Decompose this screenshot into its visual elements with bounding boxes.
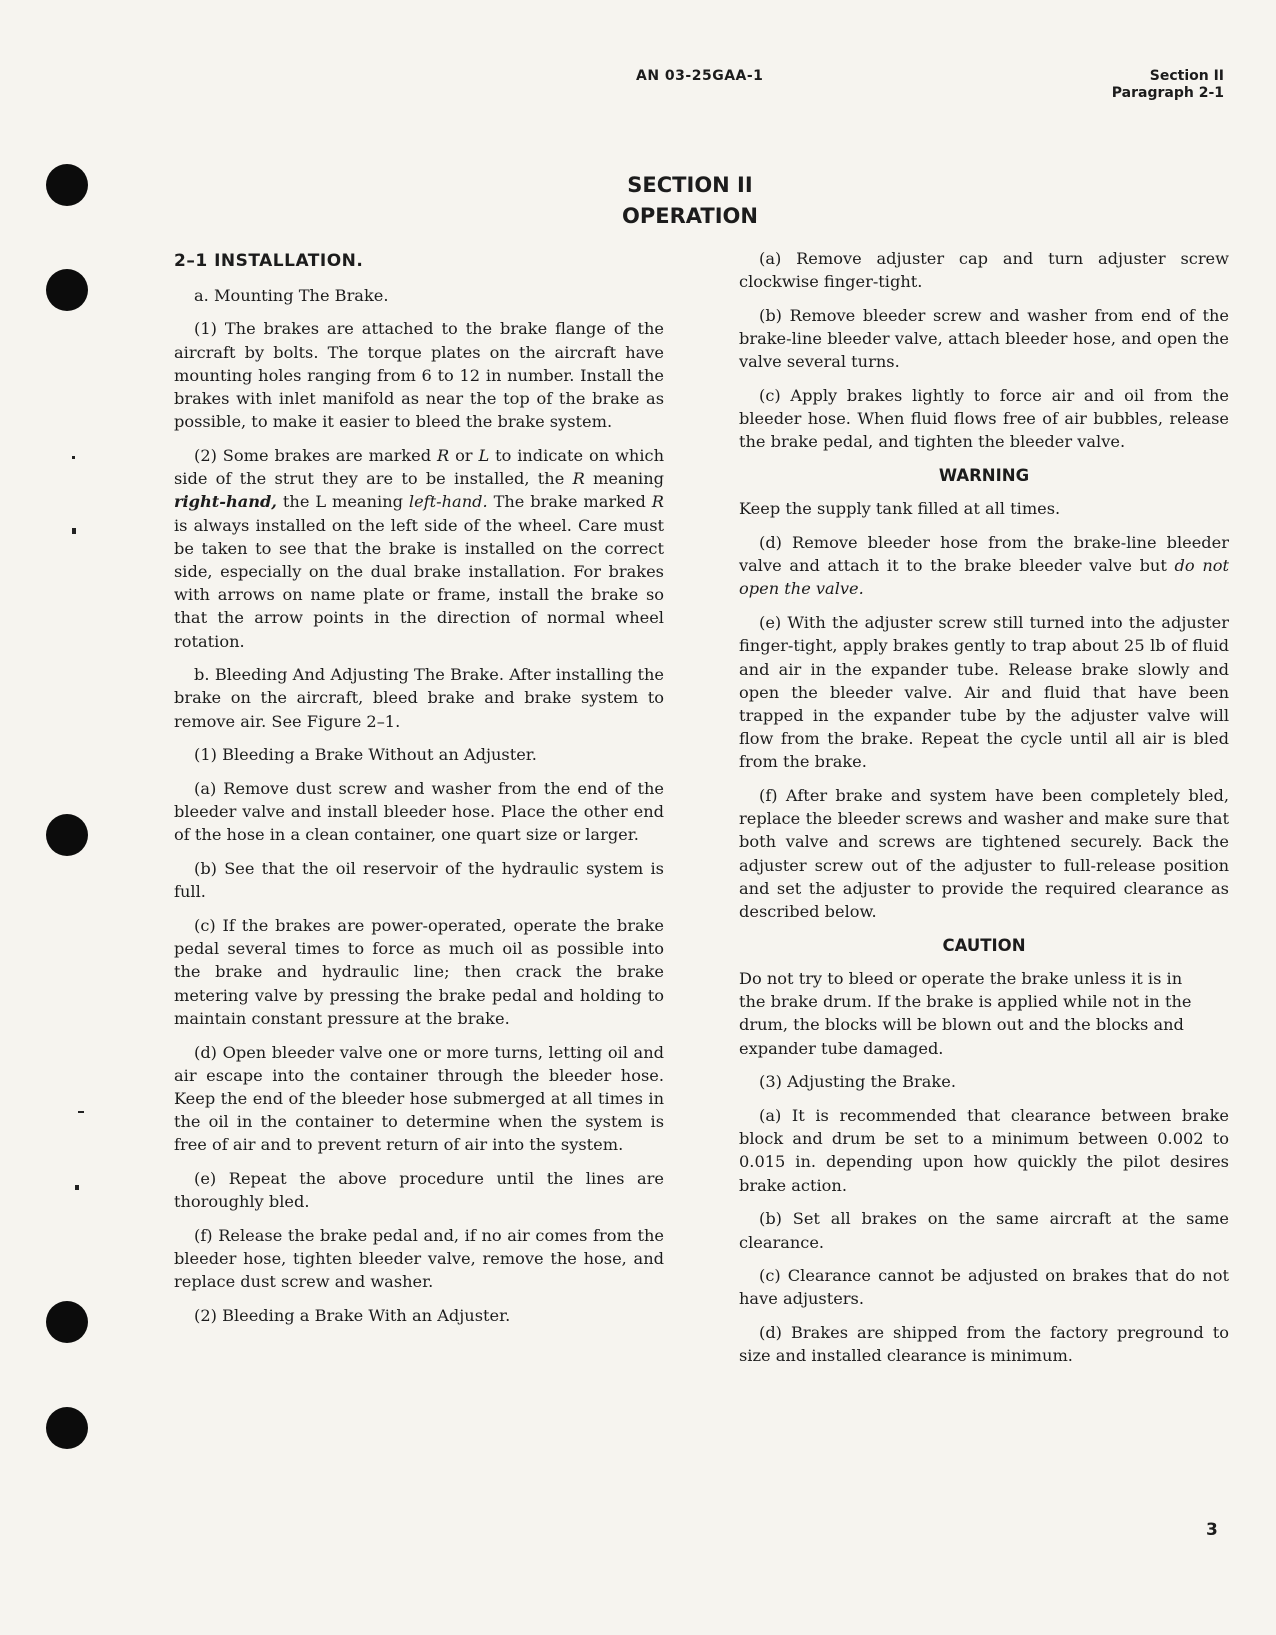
para-b1d: (d) Open bleeder valve one or more turns, letting oil and air escape into the container through the bleeder hose. Keep the end of the bleeder hose submerged at all times in the oil in the container to determine when the system is free of air and to prevent return of air into the system. [174,1042,664,1155]
text-run: The brake marked [487,492,652,512]
title-section: SECTION II [627,173,753,197]
para-b2c: (c) Apply brakes lightly to force air and oil from the bleeder hose. When fluid flows free of air bubbles, release the brake pedal, and tighten the bleeder valve. [739,386,1229,452]
para-b3a: (a) It is recommended that clearance between brake block and drum be set to a minimum between 0.002 to 0.015 in. depending upon how quickly the pilot desires brake action. [739,1106,1229,1195]
para-b1a: (a) Remove dust screw and washer from the end of the bleeder valve and install bleeder hose. Place the other end of the hose in a clean container, one quart size or larger. [174,779,664,845]
para-b2e: (e) With the adjuster screw still turned into the adjuster finger-tight, apply brakes gently to trap about 25 lb of fluid and air in the expander tube. Release brake slowly and open the bleeder valve. Air and fluid that have been trapped in the expander tube by the adjuster valve will flow from the brake. Repeat the cycle until all air is bled from the brake. [739,613,1229,772]
para-b2: (2) Bleeding a Brake With an Adjuster. [194,1306,511,1326]
text-run-emphasis: do not open the valve. [739,556,1229,599]
text-run: right-hand, [174,492,277,512]
speck [72,528,76,534]
right-column [739,247,1229,1378]
caution-text: Do not try to bleed or operate the brake unless it is in the brake drum. If the brake is applied while not in the drum, the blocks will be blown out and the blocks and expander tube damaged. [739,968,1192,1058]
text-run: L [478,445,490,465]
text-run: (2) Some brakes are marked [194,445,437,465]
para-b2f: (f) After brake and system have been completely bled, replace the bleeder screws and washer and make sure that both valve and screws are tightened securely. Back the adjuster screw out of the adjuster to full-release position and set the adjuster to provide the required clearance as described below. [739,786,1229,922]
binder-hole [46,1301,88,1343]
text-run: or [449,445,479,465]
speck [78,1111,84,1113]
para-b1b: (b) See that the oil reservoir of the hydraulic system is full. [174,859,664,902]
installation-heading: 2–1 INSTALLATION. [174,251,364,271]
text-run: the L meaning [276,492,409,512]
para-b3c: (c) Clearance cannot be adjusted on brakes that do not have adjusters. [739,1266,1229,1309]
para-b: b. Bleeding And Adjusting The Brake. After installing the brake on the aircraft, bleed brake and brake system to remove air. See Figure 2–1. [174,665,664,731]
para-b2b: (b) Remove bleeder screw and washer from end of the brake-line bleeder valve, attach bleeder hose, and open the valve several turns. [739,305,1229,372]
binder-hole [46,164,88,206]
document-number: AN 03-25GAA-1 [636,68,764,84]
page-number: 3 [1206,1520,1218,1540]
para-a2 [174,444,664,653]
left-column [174,250,664,1338]
speck [72,456,75,459]
text-run: meaning [584,469,664,489]
para-b1: (1) Bleeding a Brake Without an Adjuster. [194,745,537,765]
binder-hole [46,269,88,311]
binder-hole [46,814,88,856]
title-operation: OPERATION [622,204,758,228]
page-title [420,170,960,232]
para-a1: (1) The brakes are attached to the brake flange of the aircraft by bolts. The torque plates on the aircraft have mounting holes ranging from 6 to 12 in number. Install the brakes with inlet manifold as near the top of the brake as possible, to make it easier to bleed the brake system. [174,319,664,432]
text-run: is always installed on the left side of the wheel. Care must be taken to see that the brake is installed on the correct side, especially on the dual brake installation. For brakes with arrows on name plate or frame, install the brake so that the arrow points in the direction of normal wheel rotation. [174,515,664,651]
paragraph-label: Paragraph 2-1 [1111,85,1224,101]
para-b1c: (c) If the brakes are power-operated, operate the brake pedal several times to force as much oil as possible into the brake and hydraulic line; then crack the brake metering valve by pressing the brake pedal and holding to maintain constant pressure at the brake. [174,916,664,1028]
para-b2d [739,531,1229,601]
text-run: left-hand. [408,492,488,512]
para-b1f: (f) Release the brake pedal and, if no air comes from the bleeder hose, tighten bleeder valve, remove the hose, and replace dust screw and washer. [174,1226,664,1292]
text-run: R [651,492,664,512]
para-b3: (3) Adjusting the Brake. [759,1072,956,1092]
para-b2a: (a) Remove adjuster cap and turn adjuster screw clockwise finger-tight. [739,249,1229,292]
para-a: a. Mounting The Brake. [194,285,389,305]
text-run: to indicate on which side of the strut they are to be installed, the [174,445,665,489]
para-b3d: (d) Brakes are shipped from the factory preground to size and installed clearance is minimum. [739,1323,1229,1366]
section-label: Section II [1149,68,1224,84]
warning-text: Keep the supply tank filled at all times. [739,499,1061,519]
section-reference [1112,68,1224,102]
caution-title: CAUTION [942,935,1026,955]
text-run: R [572,469,585,489]
speck [75,1185,79,1190]
binder-hole [46,1407,88,1449]
para-b1e: (e) Repeat the above procedure until the lines are thoroughly bled. [174,1169,664,1212]
para-b3b: (b) Set all brakes on the same aircraft at the same clearance. [739,1209,1229,1252]
text-run: R [436,445,450,465]
text-run: (d) Remove bleeder hose from the brake-line bleeder valve and attach it to the brake bleeder valve but [739,533,1229,576]
warning-title: WARNING [938,466,1030,486]
